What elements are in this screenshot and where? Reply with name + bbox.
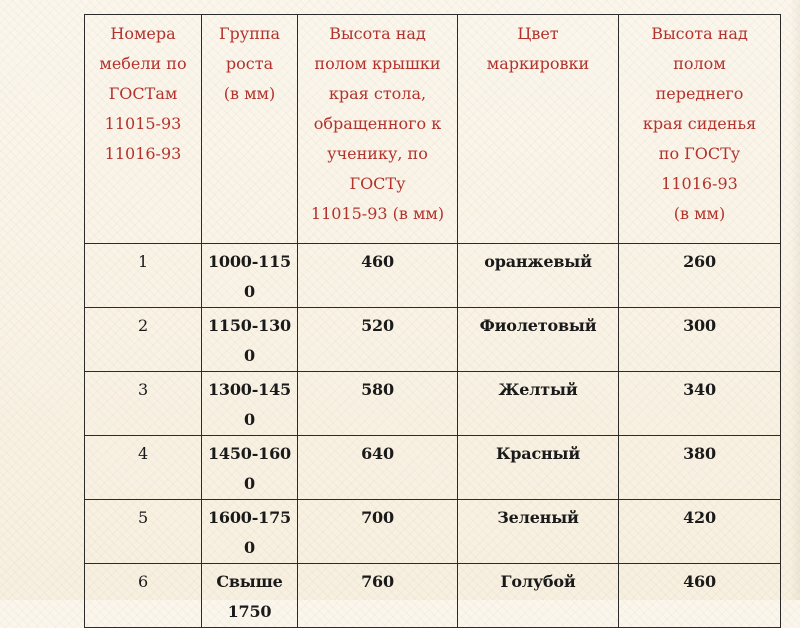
table-row [85,500,781,564]
cell-number: 5 [85,500,202,564]
cell-table-height: 700 [298,500,458,564]
cell-marking-color: Красный [458,436,619,500]
cell-table-height: 460 [298,244,458,308]
header-table-height: Высота над полом крышки края стола, обращенного к ученику, по ГОСТу 11015-93 (в мм) [298,15,458,244]
slide-edge-shadow [790,0,800,600]
cell-number: 1 [85,244,202,308]
cell-number: 4 [85,436,202,500]
cell-seat-height: 460 [619,564,781,628]
table-row [85,436,781,500]
table-header-row [85,15,781,244]
cell-seat-height: 380 [619,436,781,500]
header-seat-height: Высота над полом переднего края сиденья по ГОСТу 11016-93 (в мм) [619,15,781,244]
cell-number: 2 [85,308,202,372]
cell-number: 6 [85,564,202,628]
cell-marking-color: оранжевый [458,244,619,308]
cell-marking-color: Зеленый [458,500,619,564]
cell-marking-color: Голубой [458,564,619,628]
cell-seat-height: 300 [619,308,781,372]
furniture-gost-table [84,14,781,628]
header-marking-color: Цвет маркировки [458,15,619,244]
cell-height-group: 1000-115 0 [202,244,298,308]
cell-marking-color: Фиолетовый [458,308,619,372]
cell-height-group: 1600-175 0 [202,500,298,564]
cell-height-group: 1300-145 0 [202,372,298,436]
cell-height-group: 1150-130 0 [202,308,298,372]
header-height-group: Группа роста (в мм) [202,15,298,244]
cell-height-group: Свыше 1750 [202,564,298,628]
cell-height-group: 1450-160 0 [202,436,298,500]
cell-table-height: 640 [298,436,458,500]
cell-seat-height: 420 [619,500,781,564]
table-row [85,564,781,628]
table-row [85,372,781,436]
cell-seat-height: 340 [619,372,781,436]
cell-table-height: 520 [298,308,458,372]
cell-number: 3 [85,372,202,436]
cell-marking-color: Желтый [458,372,619,436]
cell-table-height: 760 [298,564,458,628]
header-furniture-number: Номера мебели по ГОСТам 11015-93 11016-93 [85,15,202,244]
table-row [85,244,781,308]
cell-seat-height: 260 [619,244,781,308]
table-row [85,308,781,372]
cell-table-height: 580 [298,372,458,436]
